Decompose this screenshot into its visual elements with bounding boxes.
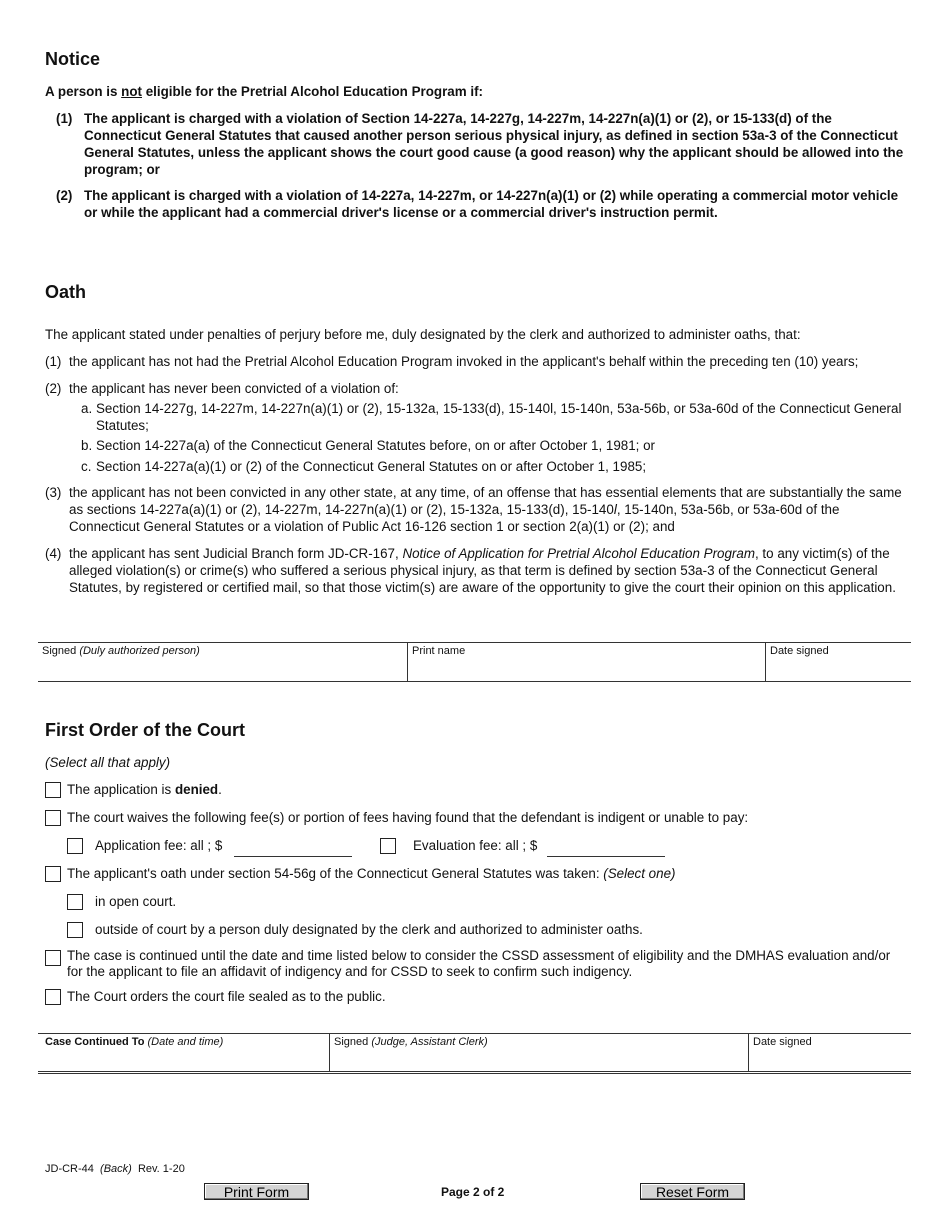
oath-item-3: (3) the applicant has not been convicted in any other state, at any time, of an offense that has essential elements that are substantially the same as sections 14-227a(a)(1) or (2), 14-227m, 14-227n(a)(1) or (2), 15-132a, 15-133(d), 15-140l, 15-140n, 53a-56b, or 53a-60d of the Connecticut General Statutes or a violation of Public Act 16-126 section 1 or section 2(a)(1) or (2); and <box>45 485 902 534</box>
evaluation-fee-input[interactable] <box>547 842 665 857</box>
oath-taken-label: The applicant's oath under section 54-56g of the Connecticut General Statutes was taken: (Select one) <box>67 866 676 881</box>
form-id: JD-CR-44 (Back) Rev. 1-20 <box>45 1163 185 1175</box>
print-form-button[interactable]: Print Form <box>204 1183 309 1200</box>
oath-taken-checkbox[interactable] <box>45 866 61 882</box>
order-title: First Order of the Court <box>45 720 246 740</box>
sealed-checkbox[interactable] <box>45 989 61 1005</box>
oath-date-signed-field[interactable]: Date signed <box>765 643 911 681</box>
case-continued-checkbox[interactable] <box>45 950 61 966</box>
denied-checkbox[interactable] <box>45 782 61 798</box>
oath-intro: The applicant stated under penalties of perjury before me, duly designated by the clerk and authorized to administer oaths, that: <box>45 327 801 342</box>
oath-subitem-b: b. Section 14-227a(a) of the Connecticut General Statutes before, on or after October 1, 1981; or <box>81 438 656 453</box>
oath-signed-field[interactable]: Signed (Duly authorized person) <box>42 645 200 657</box>
case-continued-label: The case is continued until the date and time listed below to consider the CSSD assessment of eligibility and the DMHAS evaluation and/or for the applicant to file an affidavit of indigency and for CSSD to seek to confirm such indigency. <box>67 948 891 979</box>
oath-subitem-a: a. Section 14-227g, 14-227m, 14-227n(a)(1) or (2), 15-132a, 15-133(d), 15-140l, 15-140n, 53a-56b, or 53a-60d of the Connecticut General Statutes; <box>81 401 902 433</box>
application-fee-checkbox[interactable] <box>67 838 83 854</box>
oath-subitem-c: c. Section 14-227a(a)(1) or (2) of the Connecticut General Statutes on or after October 1, 1985; <box>81 459 647 474</box>
double-rule-divider <box>38 1073 911 1074</box>
notice-intro: A person is not eligible for the Pretrial Alcohol Education Program if: <box>45 84 483 99</box>
outside-court-label: outside of court by a person duly designated by the clerk and authorized to administer oaths. <box>95 922 643 937</box>
order-select-all: (Select all that apply) <box>45 755 171 770</box>
oath-item-4: (4) the applicant has sent Judicial Branch form JD-CR-167, Notice of Application for Pretrial Alcohol Education Program, to any victim(s) of the alleged violation(s) or crime(s) who suffered a serious physical injury, as that term is defined by section 53a-3 of the Connecticut General Statutes, by registered or certified mail, so that those victim(s) are aware of the opportunity to give the court their opinion on this application. <box>45 546 896 595</box>
notice-item-2: (2) The applicant is charged with a violation of 14-227a, 14-227m, or 14-227n(a)(1) or (2) while operating a commercial motor vehicle or while the applicant had a commercial driver's license or a commercial driver's instruction permit. <box>56 188 899 220</box>
application-fee-label: Application fee: all ; $ <box>95 838 223 853</box>
denied-label: The application is denied. <box>67 782 222 797</box>
oath-item-2: (2) the applicant has never been convicted of a violation of: <box>45 381 399 396</box>
oath-item-1: (1) the applicant has not had the Pretrial Alcohol Education Program invoked in the applicant's behalf within the preceding ten (10) years; <box>45 354 859 369</box>
court-date-signed-field[interactable]: Date signed <box>748 1034 911 1071</box>
open-court-checkbox[interactable] <box>67 894 83 910</box>
application-fee-input[interactable] <box>234 842 352 857</box>
court-signature-row <box>38 1033 911 1072</box>
outside-court-checkbox[interactable] <box>67 922 83 938</box>
sealed-label: The Court orders the court file sealed as to the public. <box>67 989 386 1004</box>
judge-signed-field[interactable]: Signed (Judge, Assistant Clerk) <box>329 1034 748 1071</box>
oath-title: Oath <box>45 282 87 302</box>
page-number: Page 2 of 2 <box>441 1185 505 1199</box>
notice-item-1: (1) The applicant is charged with a violation of Section 14-227a, 14-227g, 14-227m, 14-227n(a)(1) or (2), or 15-133(d) of the Connecticut General Statutes that caused another person serious physical injury, as defined in section 53a-3 of the Connecticut General Statutes, unless the applicant shows the court good cause (a good reason) why the applicant should be allowed into the program; or <box>56 111 904 177</box>
case-continued-to-field[interactable]: Case Continued To (Date and time) <box>45 1036 224 1048</box>
evaluation-fee-label: Evaluation fee: all ; $ <box>413 838 538 853</box>
notice-title: Notice <box>45 49 101 69</box>
waive-fees-checkbox[interactable] <box>45 810 61 826</box>
oath-print-name-field[interactable]: Print name <box>407 643 765 681</box>
open-court-label: in open court. <box>95 894 177 909</box>
waive-fees-label: The court waives the following fee(s) or portion of fees having found that the defendant is indigent or unable to pay: <box>67 810 749 825</box>
reset-form-button[interactable]: Reset Form <box>640 1183 745 1200</box>
evaluation-fee-checkbox[interactable] <box>380 838 396 854</box>
oath-signature-row <box>38 642 911 682</box>
